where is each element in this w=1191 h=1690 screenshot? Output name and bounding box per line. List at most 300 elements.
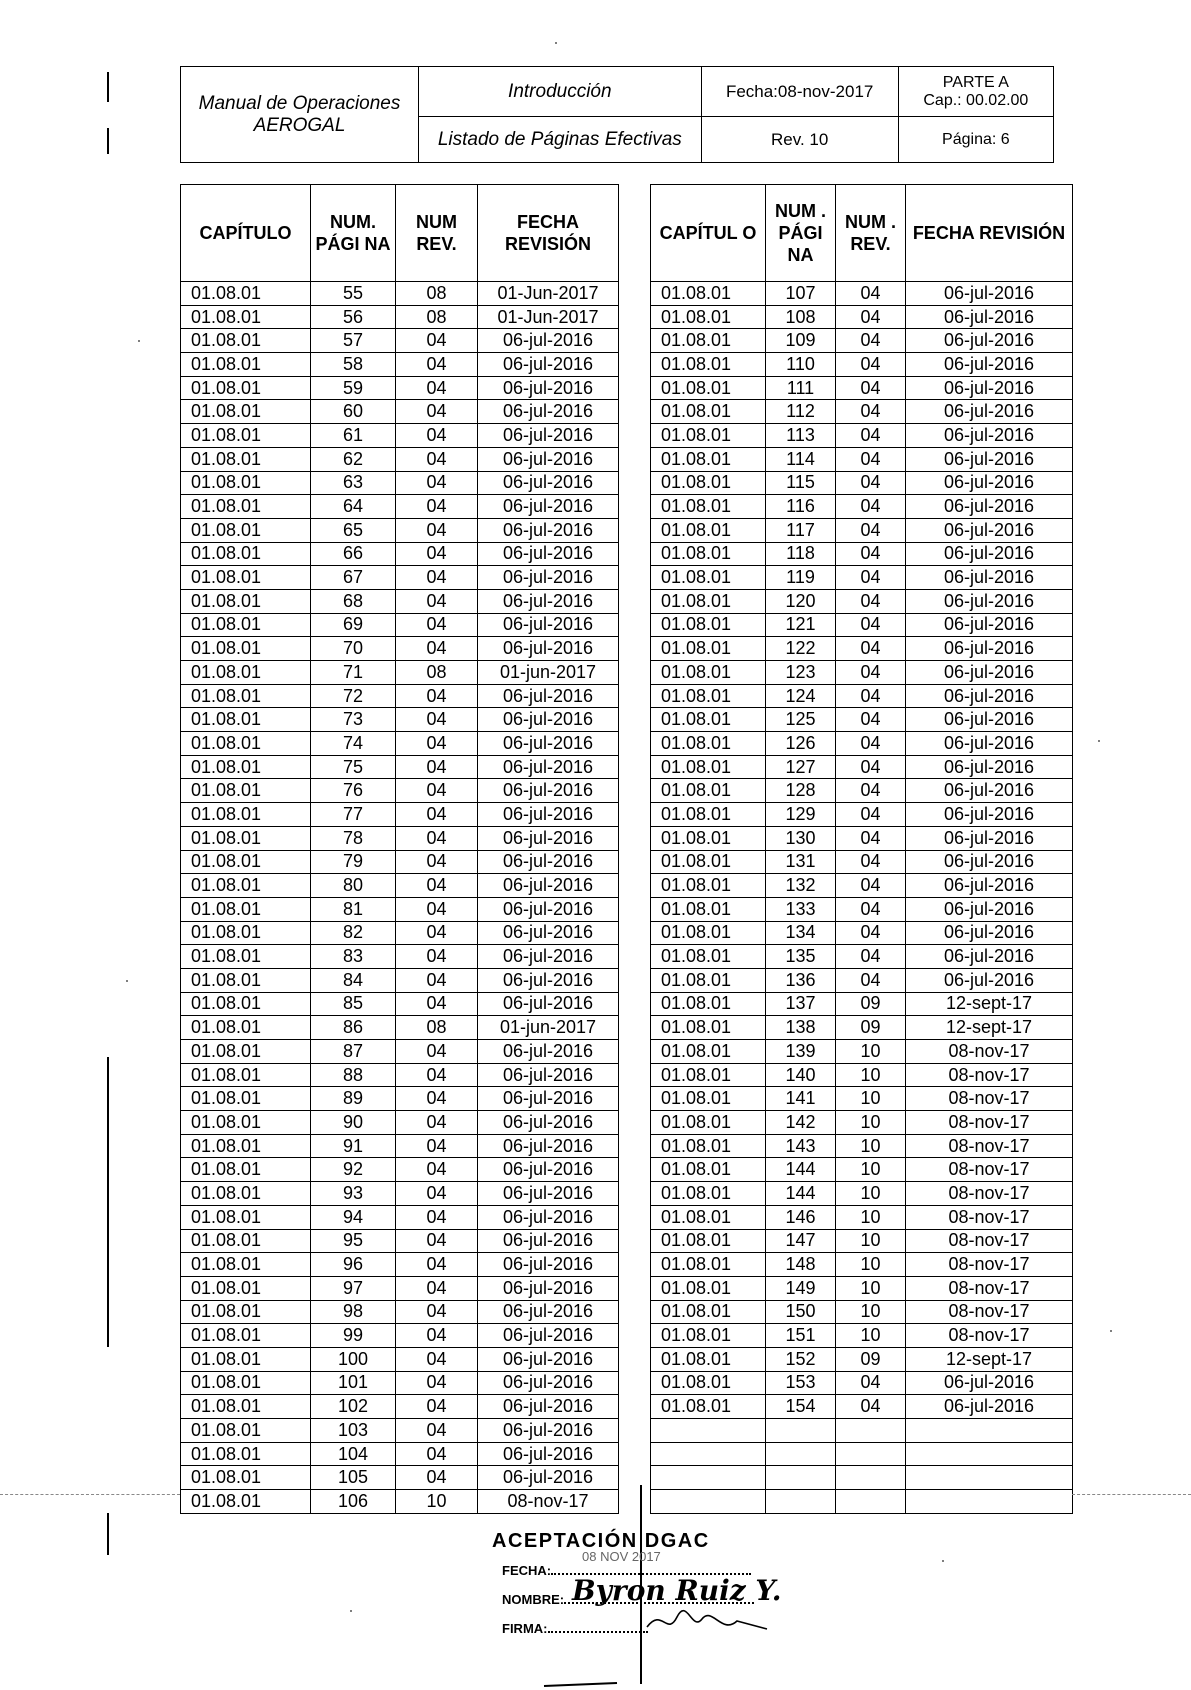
table-row bbox=[181, 589, 619, 613]
table-row bbox=[651, 589, 1073, 613]
cell-page: 59 bbox=[311, 376, 396, 400]
cell-revision: 04 bbox=[836, 305, 906, 329]
cell-date: 08-nov-17 bbox=[906, 1300, 1073, 1324]
table-row bbox=[651, 1324, 1073, 1348]
subtitle: Listado de Páginas Efectivas bbox=[419, 117, 702, 163]
cell-date: 06-jul-2016 bbox=[906, 1371, 1073, 1395]
table-row bbox=[181, 1371, 619, 1395]
cell-page: 151 bbox=[766, 1324, 836, 1348]
table-row bbox=[651, 329, 1073, 353]
col-revision-number: NUM REV. bbox=[396, 185, 478, 282]
cell-page: 134 bbox=[766, 921, 836, 945]
header-page: Página: 6 bbox=[898, 117, 1053, 163]
fold-line bbox=[1072, 1494, 1191, 1495]
cell-page: 144 bbox=[766, 1158, 836, 1182]
cell-page: 122 bbox=[766, 637, 836, 661]
cell-date: 06-jul-2016 bbox=[478, 329, 619, 353]
cell-date bbox=[906, 1466, 1073, 1490]
cell-page: 80 bbox=[311, 874, 396, 898]
cell-chapter: 01.08.01 bbox=[181, 1134, 311, 1158]
table-row bbox=[651, 874, 1073, 898]
cell-chapter: 01.08.01 bbox=[181, 424, 311, 448]
cell-page: 136 bbox=[766, 968, 836, 992]
cell-chapter: 01.08.01 bbox=[651, 518, 766, 542]
cell-chapter: 01.08.01 bbox=[181, 1253, 311, 1277]
cell-page: 76 bbox=[311, 779, 396, 803]
cell-page: 150 bbox=[766, 1300, 836, 1324]
cell-chapter: 01.08.01 bbox=[181, 447, 311, 471]
change-bar bbox=[107, 72, 109, 102]
table-row bbox=[651, 826, 1073, 850]
cell-chapter: 01.08.01 bbox=[181, 566, 311, 590]
cell-revision: 04 bbox=[836, 755, 906, 779]
cell-date: 06-jul-2016 bbox=[906, 471, 1073, 495]
cell-chapter: 01.08.01 bbox=[181, 282, 311, 306]
cell-date: 06-jul-2016 bbox=[906, 447, 1073, 471]
cell-page: 90 bbox=[311, 1111, 396, 1135]
manual-title: Manual de Operaciones AEROGAL bbox=[181, 67, 419, 163]
cell-revision: 04 bbox=[396, 376, 478, 400]
cell-chapter: 01.08.01 bbox=[651, 1324, 766, 1348]
cell-page: 125 bbox=[766, 708, 836, 732]
cell-revision: 04 bbox=[396, 1466, 478, 1490]
table-row bbox=[181, 945, 619, 969]
cell-page: 112 bbox=[766, 400, 836, 424]
cell-date: 06-jul-2016 bbox=[478, 1205, 619, 1229]
cell-page: 102 bbox=[311, 1395, 396, 1419]
cell-page: 135 bbox=[766, 945, 836, 969]
cell-date: 06-jul-2016 bbox=[906, 566, 1073, 590]
cell-date: 06-jul-2016 bbox=[478, 1419, 619, 1443]
cell-page: 93 bbox=[311, 1182, 396, 1206]
cell-page: 109 bbox=[766, 329, 836, 353]
cell-chapter: 01.08.01 bbox=[181, 850, 311, 874]
cell-revision: 04 bbox=[396, 1229, 478, 1253]
cell-date: 06-jul-2016 bbox=[906, 874, 1073, 898]
table-row bbox=[181, 755, 619, 779]
col-page-number: NUM. PÁGI NA bbox=[311, 185, 396, 282]
cell-date: 06-jul-2016 bbox=[906, 518, 1073, 542]
cell-chapter: 01.08.01 bbox=[651, 1371, 766, 1395]
cell-revision: 04 bbox=[396, 1063, 478, 1087]
table-row bbox=[181, 1253, 619, 1277]
cell-date: 06-jul-2016 bbox=[906, 684, 1073, 708]
table-row bbox=[181, 921, 619, 945]
cell-revision: 04 bbox=[836, 968, 906, 992]
cell-date: 06-jul-2016 bbox=[906, 968, 1073, 992]
cell-chapter: 01.08.01 bbox=[181, 637, 311, 661]
cell-date: 06-jul-2016 bbox=[906, 661, 1073, 685]
cell-chapter: 01.08.01 bbox=[181, 945, 311, 969]
cell-date: 06-jul-2016 bbox=[906, 708, 1073, 732]
cell-chapter: 01.08.01 bbox=[651, 542, 766, 566]
cell-date: 06-jul-2016 bbox=[478, 400, 619, 424]
table-row bbox=[651, 1466, 1073, 1490]
table-row bbox=[181, 708, 619, 732]
cell-date: 06-jul-2016 bbox=[478, 613, 619, 637]
table-row bbox=[651, 1063, 1073, 1087]
cell-page: 83 bbox=[311, 945, 396, 969]
cell-page bbox=[766, 1442, 836, 1466]
stamp-name-row bbox=[502, 1574, 802, 1607]
cell-revision: 04 bbox=[836, 826, 906, 850]
cell-chapter: 01.08.01 bbox=[651, 874, 766, 898]
cell-revision: 04 bbox=[836, 376, 906, 400]
cell-revision: 04 bbox=[836, 732, 906, 756]
cell-chapter: 01.08.01 bbox=[651, 589, 766, 613]
cell-chapter: 01.08.01 bbox=[181, 1490, 311, 1514]
cell-revision: 04 bbox=[396, 921, 478, 945]
cell-chapter: 01.08.01 bbox=[651, 897, 766, 921]
cell-page: 118 bbox=[766, 542, 836, 566]
cell-revision: 04 bbox=[396, 1419, 478, 1443]
cell-page: 64 bbox=[311, 495, 396, 519]
table-row bbox=[181, 282, 619, 306]
cell-revision: 04 bbox=[396, 1087, 478, 1111]
cell-chapter: 01.08.01 bbox=[651, 1276, 766, 1300]
cell-revision: 04 bbox=[396, 637, 478, 661]
document-header bbox=[180, 66, 1054, 163]
cell-revision: 04 bbox=[396, 1300, 478, 1324]
cell-date: 12-sept-17 bbox=[906, 992, 1073, 1016]
cell-revision: 04 bbox=[396, 945, 478, 969]
cell-revision: 04 bbox=[836, 945, 906, 969]
cell-page: 87 bbox=[311, 1040, 396, 1064]
cell-chapter: 01.08.01 bbox=[181, 376, 311, 400]
cell-date: 06-jul-2016 bbox=[478, 1371, 619, 1395]
cell-page: 129 bbox=[766, 803, 836, 827]
cell-revision: 04 bbox=[396, 518, 478, 542]
stamp-name-value: Byron Ruiz Y. bbox=[572, 1574, 782, 1607]
table-row bbox=[181, 826, 619, 850]
cell-revision: 04 bbox=[396, 447, 478, 471]
cell-page: 107 bbox=[766, 282, 836, 306]
table-row bbox=[651, 1016, 1073, 1040]
cell-chapter: 01.08.01 bbox=[181, 779, 311, 803]
cell-chapter: 01.08.01 bbox=[181, 921, 311, 945]
cell-date: 06-jul-2016 bbox=[478, 471, 619, 495]
cell-date: 08-nov-17 bbox=[906, 1205, 1073, 1229]
cell-date: 06-jul-2016 bbox=[478, 566, 619, 590]
table-row bbox=[181, 1087, 619, 1111]
cell-revision bbox=[836, 1466, 906, 1490]
cell-date: 06-jul-2016 bbox=[478, 1395, 619, 1419]
table-row bbox=[651, 1040, 1073, 1064]
cell-chapter: 01.08.01 bbox=[651, 1182, 766, 1206]
cell-date: 06-jul-2016 bbox=[478, 803, 619, 827]
cell-date: 06-jul-2016 bbox=[478, 921, 619, 945]
cell-revision: 04 bbox=[396, 1134, 478, 1158]
cell-page: 55 bbox=[311, 282, 396, 306]
cell-date: 08-nov-17 bbox=[906, 1158, 1073, 1182]
cell-date: 06-jul-2016 bbox=[478, 1324, 619, 1348]
cell-chapter: 01.08.01 bbox=[181, 874, 311, 898]
cell-chapter: 01.08.01 bbox=[651, 779, 766, 803]
cell-date: 06-jul-2016 bbox=[478, 1158, 619, 1182]
cell-date: 06-jul-2016 bbox=[478, 637, 619, 661]
table-row bbox=[181, 566, 619, 590]
cell-date: 06-jul-2016 bbox=[478, 1040, 619, 1064]
cell-chapter: 01.08.01 bbox=[651, 968, 766, 992]
table-row bbox=[181, 803, 619, 827]
cell-date: 01-Jun-2017 bbox=[478, 305, 619, 329]
cell-page: 70 bbox=[311, 637, 396, 661]
cell-page: 119 bbox=[766, 566, 836, 590]
cell-page: 60 bbox=[311, 400, 396, 424]
cell-page: 85 bbox=[311, 992, 396, 1016]
cell-chapter: 01.08.01 bbox=[181, 1324, 311, 1348]
cell-revision: 04 bbox=[836, 542, 906, 566]
cell-chapter: 01.08.01 bbox=[181, 542, 311, 566]
cell-chapter: 01.08.01 bbox=[181, 992, 311, 1016]
cell-page: 75 bbox=[311, 755, 396, 779]
cell-date: 06-jul-2016 bbox=[478, 1466, 619, 1490]
cell-page: 127 bbox=[766, 755, 836, 779]
cell-revision: 10 bbox=[836, 1229, 906, 1253]
cell-chapter: 01.08.01 bbox=[651, 1111, 766, 1135]
cell-date: 08-nov-17 bbox=[906, 1324, 1073, 1348]
cell-chapter: 01.08.01 bbox=[651, 1229, 766, 1253]
cell-page: 66 bbox=[311, 542, 396, 566]
table-row bbox=[651, 684, 1073, 708]
table-row bbox=[651, 1253, 1073, 1277]
cell-page: 132 bbox=[766, 874, 836, 898]
cell-chapter: 01.08.01 bbox=[181, 1040, 311, 1064]
cell-chapter: 01.08.01 bbox=[651, 945, 766, 969]
table-row bbox=[651, 1134, 1073, 1158]
cell-chapter: 01.08.01 bbox=[181, 1466, 311, 1490]
cell-revision: 10 bbox=[836, 1182, 906, 1206]
col-chapter: CAPÍTULO bbox=[181, 185, 311, 282]
table-row bbox=[181, 1063, 619, 1087]
cell-date: 08-nov-17 bbox=[906, 1134, 1073, 1158]
table-row bbox=[651, 1419, 1073, 1443]
cell-page: 120 bbox=[766, 589, 836, 613]
table-row bbox=[181, 447, 619, 471]
cell-revision: 04 bbox=[836, 1371, 906, 1395]
cell-date: 06-jul-2016 bbox=[906, 400, 1073, 424]
cell-date: 06-jul-2016 bbox=[478, 779, 619, 803]
cell-date: 06-jul-2016 bbox=[478, 424, 619, 448]
cell-page: 74 bbox=[311, 732, 396, 756]
cell-revision: 10 bbox=[836, 1205, 906, 1229]
cell-revision: 04 bbox=[396, 850, 478, 874]
cell-revision: 04 bbox=[836, 921, 906, 945]
cell-revision: 04 bbox=[396, 755, 478, 779]
cell-chapter bbox=[651, 1466, 766, 1490]
table-row bbox=[651, 1087, 1073, 1111]
cell-page: 61 bbox=[311, 424, 396, 448]
cell-revision: 04 bbox=[836, 282, 906, 306]
table-row bbox=[651, 447, 1073, 471]
cell-revision: 04 bbox=[396, 779, 478, 803]
table-row bbox=[651, 1300, 1073, 1324]
cell-page: 82 bbox=[311, 921, 396, 945]
cell-chapter: 01.08.01 bbox=[181, 1182, 311, 1206]
table-row bbox=[651, 968, 1073, 992]
cell-revision: 04 bbox=[396, 1324, 478, 1348]
cell-chapter: 01.08.01 bbox=[651, 732, 766, 756]
signature-scribble bbox=[642, 1607, 772, 1637]
underline-stroke bbox=[542, 1680, 622, 1690]
cell-revision: 04 bbox=[396, 1276, 478, 1300]
cell-chapter: 01.08.01 bbox=[181, 684, 311, 708]
cell-page: 138 bbox=[766, 1016, 836, 1040]
cell-revision: 04 bbox=[396, 566, 478, 590]
cell-page: 68 bbox=[311, 589, 396, 613]
cell-date: 01-jun-2017 bbox=[478, 1016, 619, 1040]
cell-date: 06-jul-2016 bbox=[478, 897, 619, 921]
cell-page: 95 bbox=[311, 1229, 396, 1253]
cell-revision: 04 bbox=[836, 589, 906, 613]
table-row bbox=[181, 1158, 619, 1182]
cell-date: 06-jul-2016 bbox=[478, 447, 619, 471]
table-row bbox=[181, 613, 619, 637]
table-row bbox=[651, 708, 1073, 732]
col-page-number: NUM . PÁGI NA bbox=[766, 185, 836, 282]
cell-chapter: 01.08.01 bbox=[651, 684, 766, 708]
cell-revision: 04 bbox=[396, 353, 478, 377]
table-row bbox=[181, 968, 619, 992]
cell-chapter: 01.08.01 bbox=[181, 732, 311, 756]
table-row bbox=[651, 1371, 1073, 1395]
cell-page: 72 bbox=[311, 684, 396, 708]
stamp-date-value: 08 NOV 2017 bbox=[582, 1549, 661, 1564]
change-bar bbox=[107, 1057, 109, 1347]
table-row bbox=[181, 1490, 619, 1514]
cell-chapter: 01.08.01 bbox=[181, 400, 311, 424]
cell-revision: 10 bbox=[396, 1490, 478, 1514]
cell-date: 06-jul-2016 bbox=[906, 495, 1073, 519]
cell-date: 06-jul-2016 bbox=[478, 542, 619, 566]
table-row bbox=[181, 495, 619, 519]
cell-chapter: 01.08.01 bbox=[651, 755, 766, 779]
table-row bbox=[651, 1229, 1073, 1253]
cell-chapter: 01.08.01 bbox=[181, 1442, 311, 1466]
table-row bbox=[181, 329, 619, 353]
cell-page: 141 bbox=[766, 1087, 836, 1111]
cell-page: 131 bbox=[766, 850, 836, 874]
col-chapter: CAPÍTUL O bbox=[651, 185, 766, 282]
cell-chapter: 01.08.01 bbox=[651, 826, 766, 850]
cell-page: 108 bbox=[766, 305, 836, 329]
cell-chapter bbox=[651, 1442, 766, 1466]
cell-date: 06-jul-2016 bbox=[478, 353, 619, 377]
cell-page: 81 bbox=[311, 897, 396, 921]
cell-page: 91 bbox=[311, 1134, 396, 1158]
cell-chapter: 01.08.01 bbox=[181, 1419, 311, 1443]
cell-page: 92 bbox=[311, 1158, 396, 1182]
cell-revision: 08 bbox=[396, 282, 478, 306]
cell-page bbox=[766, 1466, 836, 1490]
cell-revision: 04 bbox=[396, 1253, 478, 1277]
cell-page: 139 bbox=[766, 1040, 836, 1064]
cell-chapter: 01.08.01 bbox=[181, 755, 311, 779]
table-row bbox=[181, 353, 619, 377]
table-row bbox=[181, 850, 619, 874]
table-row bbox=[181, 1300, 619, 1324]
cell-revision: 04 bbox=[396, 471, 478, 495]
cell-revision: 04 bbox=[396, 1182, 478, 1206]
table-row bbox=[651, 1182, 1073, 1206]
cell-revision: 04 bbox=[836, 400, 906, 424]
cell-revision: 04 bbox=[396, 542, 478, 566]
table-row bbox=[181, 637, 619, 661]
cell-chapter: 01.08.01 bbox=[181, 518, 311, 542]
table-row bbox=[181, 471, 619, 495]
cell-chapter: 01.08.01 bbox=[181, 613, 311, 637]
cell-page: 56 bbox=[311, 305, 396, 329]
cell-page: 117 bbox=[766, 518, 836, 542]
table-row bbox=[181, 1466, 619, 1490]
cell-chapter: 01.08.01 bbox=[651, 1347, 766, 1371]
table-row bbox=[181, 376, 619, 400]
stamp-name-label: NOMBRE: bbox=[502, 1592, 565, 1607]
cell-date: 06-jul-2016 bbox=[478, 1276, 619, 1300]
cell-page: 153 bbox=[766, 1371, 836, 1395]
cell-date bbox=[906, 1442, 1073, 1466]
cell-revision: 04 bbox=[396, 329, 478, 353]
cell-page: 73 bbox=[311, 708, 396, 732]
cell-revision: 04 bbox=[396, 1442, 478, 1466]
cell-page: 103 bbox=[311, 1419, 396, 1443]
cell-date: 06-jul-2016 bbox=[478, 992, 619, 1016]
cell-revision: 10 bbox=[836, 1253, 906, 1277]
cell-revision: 04 bbox=[836, 874, 906, 898]
cell-chapter: 01.08.01 bbox=[181, 708, 311, 732]
cell-page: 63 bbox=[311, 471, 396, 495]
cell-page: 58 bbox=[311, 353, 396, 377]
table-row bbox=[651, 945, 1073, 969]
table-row bbox=[181, 1016, 619, 1040]
cell-revision: 04 bbox=[396, 1040, 478, 1064]
cell-page: 152 bbox=[766, 1347, 836, 1371]
cell-chapter: 01.08.01 bbox=[651, 1040, 766, 1064]
cell-date: 06-jul-2016 bbox=[478, 1182, 619, 1206]
cell-chapter: 01.08.01 bbox=[181, 495, 311, 519]
cell-date: 06-jul-2016 bbox=[478, 755, 619, 779]
cell-page: 98 bbox=[311, 1300, 396, 1324]
cell-chapter: 01.08.01 bbox=[651, 424, 766, 448]
cell-date: 06-jul-2016 bbox=[906, 424, 1073, 448]
cell-chapter: 01.08.01 bbox=[651, 1158, 766, 1182]
cell-date: 06-jul-2016 bbox=[906, 755, 1073, 779]
cell-revision: 10 bbox=[836, 1324, 906, 1348]
table-row bbox=[651, 732, 1073, 756]
table-row bbox=[181, 1229, 619, 1253]
cell-page: 140 bbox=[766, 1063, 836, 1087]
cell-page: 97 bbox=[311, 1276, 396, 1300]
table-row bbox=[181, 1111, 619, 1135]
cell-chapter: 01.08.01 bbox=[651, 282, 766, 306]
table-row bbox=[181, 1442, 619, 1466]
stamp-signature-label: FIRMA: bbox=[502, 1621, 548, 1636]
cell-date: 06-jul-2016 bbox=[478, 1111, 619, 1135]
cell-date bbox=[906, 1490, 1073, 1514]
cell-revision: 04 bbox=[396, 1111, 478, 1135]
cell-revision bbox=[836, 1419, 906, 1443]
cell-page: 67 bbox=[311, 566, 396, 590]
cell-chapter: 01.08.01 bbox=[651, 305, 766, 329]
cell-page: 79 bbox=[311, 850, 396, 874]
table-row bbox=[651, 755, 1073, 779]
cell-date: 08-nov-17 bbox=[906, 1276, 1073, 1300]
table-row bbox=[181, 1040, 619, 1064]
section-title: Introducción bbox=[419, 67, 702, 117]
table-row bbox=[651, 376, 1073, 400]
cell-page: 96 bbox=[311, 1253, 396, 1277]
cell-page: 124 bbox=[766, 684, 836, 708]
